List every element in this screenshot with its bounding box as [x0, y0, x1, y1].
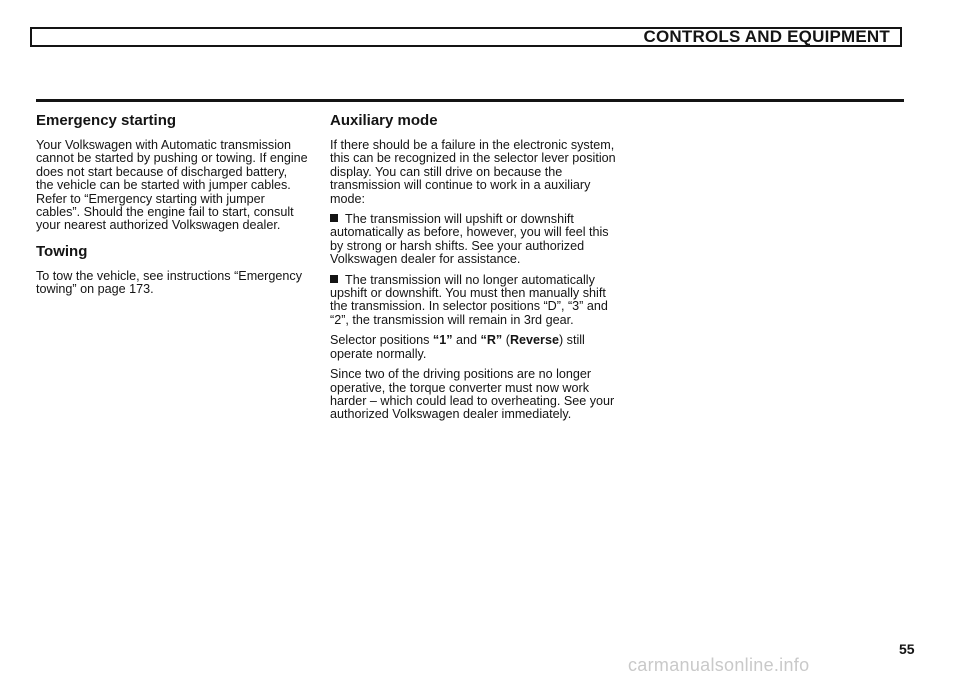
towing-heading: Towing [36, 242, 88, 260]
section-title: CONTROLS AND EQUIPMENT [643, 27, 890, 46]
emergency-starting-text: Your Volkswagen with Automatic transmission cannot be started by pushing or towing. If engine does not start because of discharged battery, the vehicle can be started with jumper cables. Refer to “Emergency starting with jumper cables”. Should the engine fail to start, consult your nearest authorized Volkswagen dealer. [36, 138, 308, 233]
selector-positions-text [330, 334, 618, 361]
bullet-text: The transmission will no longer automatically upshift or downshift. You must then manually shift the transmission. In selector positions “D”, “3” and “2”, the transmission will remain in 3rd gear. [330, 272, 608, 327]
emergency-starting-heading: Emergency starting [36, 112, 177, 129]
selector-one: “1” [432, 333, 453, 348]
auxiliary-mode-intro: If there should be a failure in the electronic system, this can be recognized in the selector lever position display. You can still drive on because the transmission will continue to work in a auxiliary mode: [330, 138, 616, 206]
selector-prefix: Selector positions [330, 333, 433, 348]
selector-and: and [452, 333, 481, 348]
bullet-item-no-upshift [330, 274, 618, 328]
section-rule [36, 99, 904, 102]
auxiliary-mode-heading: Auxiliary mode [330, 112, 438, 129]
selector-suffix: ) still operate normally. [330, 333, 585, 361]
page-number: 55 [899, 641, 915, 657]
closing-text: Since two of the driving positions are no longer operative, the torque converter must now work harder – which could lead to overheating. See your authorized Volkswagen dealer immediately. [330, 367, 615, 422]
selector-space: ( [502, 333, 510, 348]
watermark: carmanualsonline.info [628, 655, 810, 675]
towing-text: To tow the vehicle, see instructions “Emergency towing” on page 173. [36, 268, 302, 297]
middle-column [330, 112, 618, 429]
bullet-item-upshift [330, 213, 618, 267]
selector-r: “R” [480, 333, 503, 348]
left-column [36, 112, 308, 304]
selector-reverse: Reverse [509, 333, 559, 348]
bullet-text: The transmission will upshift or downshift automatically as before, however, you will feel this by strong or harsh shifts. See your authorized Volkswagen dealer for assistance. [330, 212, 609, 267]
header-box [30, 27, 902, 47]
